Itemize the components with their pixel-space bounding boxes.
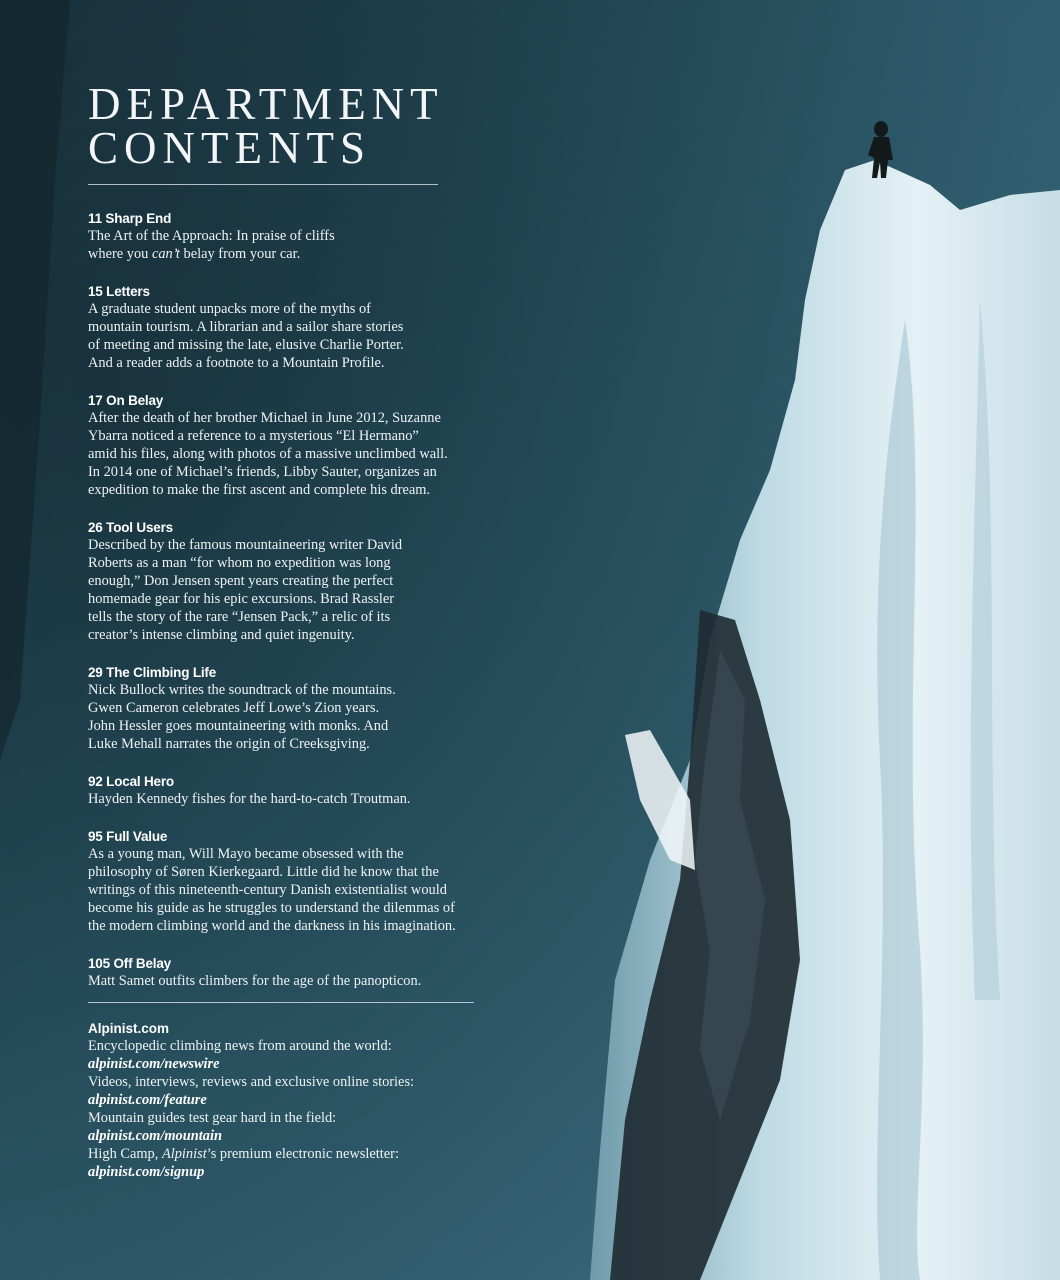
page-title [88,79,444,173]
signup-link[interactable]: alpinist.com/signup [88,1164,205,1180]
entry-heading: 105 Off Belay [88,956,171,971]
website-heading: Alpinist.com [88,1021,170,1036]
entry-heading: 92 Local Hero [88,774,174,789]
contents-entry [88,392,488,499]
entry-heading: 15 Letters [88,284,150,299]
entry-text: belay from your car. [179,246,301,262]
website-line-newswire: Encyclopedic climbing news from around the world: [88,1038,392,1054]
title-line-2: CONTENTS [88,123,371,173]
entry-heading: 17 On Belay [88,393,164,408]
feature-link[interactable]: alpinist.com/feature [88,1092,207,1108]
entry-description: Hayden Kennedy fishes for the hard-to-catch Troutman. [88,791,411,807]
contents-entry [88,664,488,753]
contents-entry [88,955,488,990]
website-line-mountain: Mountain guides test gear hard in the field: [88,1110,337,1126]
entry-description: A graduate student unpacks more of the myths of mountain tourism. A librarian and a sailor share stories of meeting and missing the late, elusive Charlie Porter. And a reader adds a footnote to a Mountain Profile. [88,301,404,371]
entry-description [88,227,488,263]
entry-description: Matt Samet outfits climbers for the age of the panopticon. [88,973,422,989]
title-line-1: DEPARTMENT [88,79,444,129]
newsletter-name: High Camp, Alpinist [88,1146,207,1162]
entry-description: Nick Bullock writes the soundtrack of the mountains. Gwen Cameron celebrates Jeff Lowe’s Zion years. John Hessler goes mountaineering with monks. And Luke Mehall narrates the origin of Creeksgiving. [88,682,396,752]
contents-list [88,210,488,1010]
section-divider [88,1002,474,1003]
website-line-signup [88,1145,488,1163]
mountain-link[interactable]: alpinist.com/mountain [88,1128,222,1144]
newsletter-text: ’s premium electronic newsletter: [206,1146,399,1162]
entry-description: After the death of her brother Michael in June 2012, Suzanne Ybarra noticed a reference to a mysterious “El Hermano” amid his files, along with photos of a massive unclimbed wall. In 2014 one of Michael’s friends, Libby Sauter, organizes an expedition to make the first ascent and complete his dream. [88,410,448,498]
contents-entry [88,210,488,263]
title-divider [88,184,438,185]
entry-emphasis: can’t [151,246,180,262]
entry-heading: 26 Tool Users [88,520,173,535]
contents-entry [88,519,488,644]
entry-description: As a young man, Will Mayo became obsessed with the philosophy of Søren Kierkegaard. Little did he know that the writings of this nineteenth-century Danish existentialist would become his guide as he struggles to understand the dilemmas of the modern climbing world and the darkness in his imagination. [88,846,456,934]
website-line-feature: Videos, interviews, reviews and exclusive online stories: [88,1074,415,1090]
contents-entry [88,773,488,808]
website-section [88,1020,488,1181]
entry-description: Described by the famous mountaineering writer David Roberts as a man “for whom no expedition was long enough,” Don Jensen spent years creating the perfect homemade gear for his epic excursions. Brad Rassler tells the story of the rare “Jensen Pack,” a relic of its creator’s intense climbing and quiet ingenuity. [88,537,403,643]
entry-heading: 11 Sharp End [88,211,172,226]
contents-entry [88,828,488,935]
contents-entry [88,283,488,372]
entry-heading: 95 Full Value [88,829,168,844]
newswire-link[interactable]: alpinist.com/newswire [88,1056,220,1072]
entry-text: The Art of the Approach: In praise of cliffs where you [88,228,335,262]
entry-heading: 29 The Climbing Life [88,665,217,680]
